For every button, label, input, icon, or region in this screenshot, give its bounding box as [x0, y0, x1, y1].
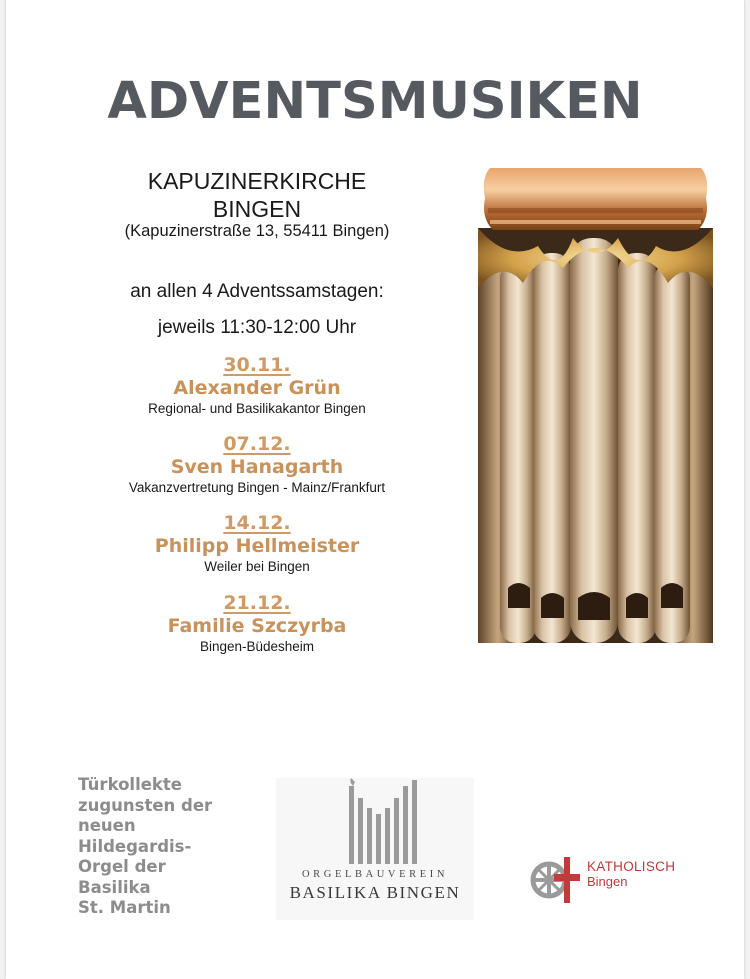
logo-text-basilika: BASILIKA BINGEN: [289, 883, 461, 902]
collection-note-line: Orgel der: [78, 857, 166, 876]
concert-description: Vakanzvertretung Bingen - Mainz/Frankfurt: [128, 480, 386, 495]
concert-performer: Sven Hanagarth: [170, 456, 344, 478]
organ-pipes-photo: [478, 168, 713, 643]
collection-note-line: zugunsten der: [78, 795, 213, 815]
concert-description: Weiler bei Bingen: [204, 559, 310, 574]
concert-description: Regional- und Basilikakantor Bingen: [148, 401, 366, 416]
concert-item: [168, 592, 347, 654]
concert-date: 21.12.: [223, 592, 291, 614]
katholisch-logo-subtext: Bingen: [587, 874, 628, 889]
logo-text-orgelbauverein: ORGELBAUVEREIN: [301, 869, 449, 880]
concert-performer: Familie Szczyrba: [167, 615, 347, 637]
concert-item: [129, 433, 385, 495]
page-title: ADVENTSMUSIKEN: [107, 72, 643, 131]
intro-time: jeweils 11:30-12:00 Uhr: [157, 317, 357, 338]
concert-date: 30.11.: [223, 354, 291, 376]
concert-performer: Philipp Hellmeister: [154, 535, 360, 557]
venue-address: (Kapuzinerstraße 13, 55411 Bingen): [124, 222, 390, 240]
concert-item: [148, 354, 366, 416]
concert-date: 07.12.: [223, 433, 291, 455]
intro-days: an allen 4 Adventssamstagen:: [130, 281, 384, 302]
collection-note: [78, 775, 248, 919]
collection-note-line: neuen: [78, 816, 136, 835]
concert-performer: Alexander Grün: [173, 377, 341, 399]
katholisch-cross-icon: [527, 852, 583, 908]
concert-item: [155, 512, 359, 574]
venue-name: KAPUZINERKIRCHE: [147, 168, 367, 194]
orgelbauverein-logo: [276, 778, 474, 920]
venue-city: BINGEN: [212, 196, 302, 222]
organ-pipes-icon: [349, 778, 419, 868]
collection-note-line: Türkollekte: [78, 775, 182, 794]
concert-description: Bingen-Büdesheim: [199, 639, 315, 654]
katholisch-logo-text: KATHOLISCH: [587, 859, 676, 874]
concert-date: 14.12.: [223, 512, 291, 534]
collection-note-line: Basilika: [78, 877, 151, 897]
collection-note-line: Hildegardis-: [78, 836, 192, 856]
collection-note-line: St. Martin: [78, 898, 171, 917]
